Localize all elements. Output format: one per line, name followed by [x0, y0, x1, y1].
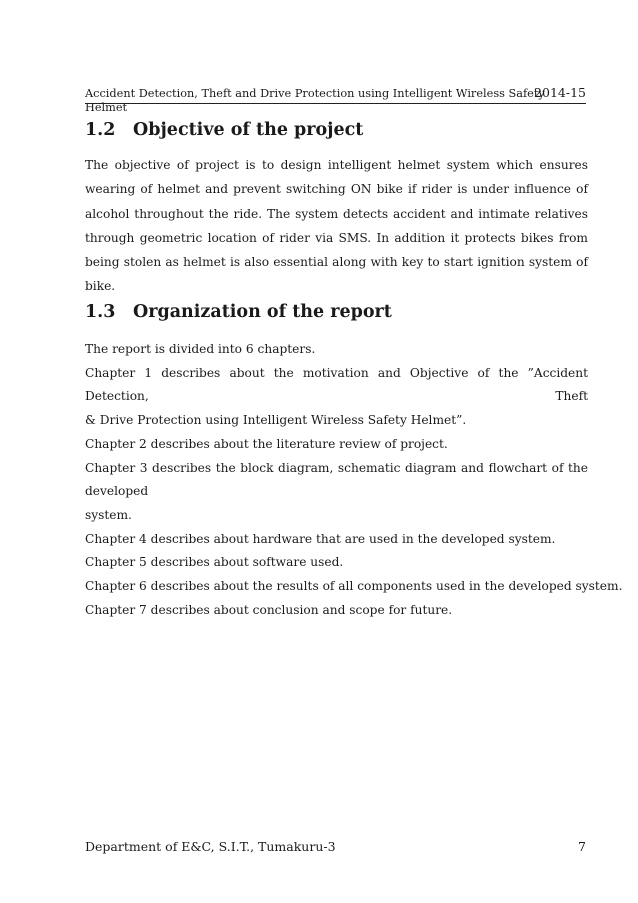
page-number: 7: [578, 839, 586, 854]
objective-paragraph: The objective of project is to design intelligent helmet system which ensures wearing of helmet and prevent switching ON bike if rider is under influence of alcohol throughout the ride. The system detects accident and intimate relatives through geometric location of rider via SMS. In addition it protects bikes from being stolen as helmet is also essential along with key to start ignition system of bike.: [85, 158, 588, 294]
header-year: 2014-15: [534, 85, 586, 100]
organization-line: Chapter 7 describes about conclusion and scope for future.: [85, 602, 453, 617]
organization-line: The report is divided into 6 chapters.: [85, 342, 316, 356]
organization-line: Chapter 5 describes about software used.: [85, 555, 344, 570]
organization-line: Chapter 3 describes the block diagram, schematic diagram and flowchart of the developed: [85, 460, 588, 499]
organization-line: Chapter 6 describes about the results of all components used in the developed system.: [85, 579, 623, 594]
section-number: 1.2: [85, 120, 116, 140]
header-title: Accident Detection, Theft and Drive Protection using Intelligent Wireless Safety Helmet: [85, 87, 545, 114]
section-heading-objective: [85, 119, 363, 141]
organization-list: [85, 338, 623, 622]
organization-line: & Drive Protection using Intelligent Wireless Safety Helmet”.: [85, 413, 467, 428]
section-number: 1.3: [85, 302, 116, 322]
section-title: Objective of the project: [133, 120, 364, 140]
section-title: Organization of the report: [133, 302, 392, 322]
organization-line: system.: [85, 507, 132, 522]
organization-line: Chapter 1 describes about the motivation and Objective of the ”Accident Detection, Theft: [85, 365, 588, 404]
organization-line: Chapter 4 describes about hardware that are used in the developed system.: [85, 531, 556, 546]
header-rule: [85, 103, 586, 104]
section-heading-organization: [85, 301, 392, 323]
running-footer: [85, 839, 586, 857]
footer-department: Department of E&C, S.I.T., Tumakuru-3: [85, 839, 336, 854]
organization-line: Chapter 2 describes about the literature review of project.: [85, 436, 448, 451]
running-header: [85, 85, 586, 114]
